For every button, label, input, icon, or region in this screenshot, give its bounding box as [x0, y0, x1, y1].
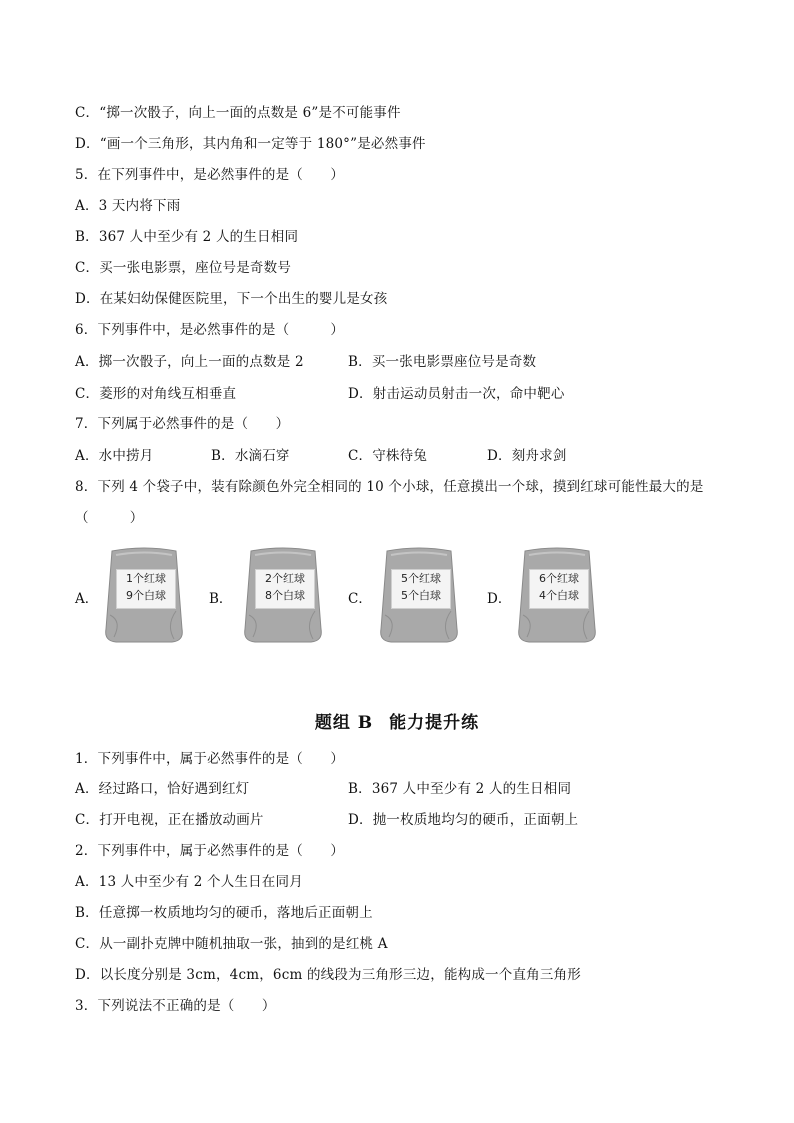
bag-label [255, 569, 315, 609]
q7-option-d: D．刻舟求剑 [487, 448, 567, 464]
b1-option-a: A．经过路口，恰好遇到红灯 [75, 781, 250, 797]
bag-label [391, 569, 451, 609]
bag-label-line2: 5个白球 [401, 589, 441, 602]
q5-option-c: C．买一张电影票，座位号是奇数号 [75, 260, 292, 276]
bag-image-b [241, 545, 325, 645]
q8-option-d-letter: D． [487, 591, 512, 607]
bag-label-line1: 5个红球 [401, 572, 441, 585]
b-question-2: 2．下列事件中，属于必然事件的是（ ） [75, 843, 345, 859]
question-6: 6．下列事件中，是必然事件的是（ ） [75, 322, 345, 338]
bag-image-a [102, 545, 186, 645]
question-5: 5．在下列事件中，是必然事件的是（ ） [75, 167, 345, 183]
b2-option-d: D．以长度分别是 3cm，4cm，6cm 的线段为三角形三边，能构成一个直角三角形 [75, 967, 581, 983]
q7-option-c: C．守株待兔 [348, 448, 428, 464]
bag-label-line2: 9个白球 [126, 589, 166, 602]
q8-option-b-letter: B． [209, 591, 233, 607]
question-8: 8．下列 4 个袋子中，装有除颜色外完全相同的 10 个小球，任意摸出一个球，摸到红球可能性最大的是 [75, 479, 704, 495]
bag-label [116, 569, 176, 609]
bag-label [529, 569, 589, 609]
b1-option-d: D．抛一枚质地均匀的硬币，正面朝上 [348, 812, 579, 828]
bag-label-line1: 1个红球 [126, 572, 166, 585]
bag-image-d [515, 545, 599, 645]
q8-option-c-letter: C． [348, 591, 372, 607]
b2-option-b: B．任意掷一枚质地均匀的硬币，落地后正面朝上 [75, 905, 373, 921]
bag-label-line2: 8个白球 [265, 589, 305, 602]
q5-option-a: A．3 天内将下雨 [75, 198, 181, 214]
bag-image-c [377, 545, 461, 645]
q6-option-c: C．菱形的对角线互相垂直 [75, 386, 237, 402]
bag-label-line2: 4个白球 [539, 589, 579, 602]
b-question-3: 3．下列说法不正确的是（ ） [75, 998, 276, 1014]
section-heading [0, 708, 794, 733]
b1-option-c: C．打开电视，正在播放动画片 [75, 812, 264, 828]
q5-option-b: B．367 人中至少有 2 人的生日相同 [75, 229, 299, 245]
q5-option-d: D．在某妇幼保健医院里，下一个出生的婴儿是女孩 [75, 291, 388, 307]
b1-option-b: B．367 人中至少有 2 人的生日相同 [348, 781, 572, 797]
q6-option-d: D．射击运动员射击一次，命中靶心 [348, 386, 565, 402]
bag-label-line1: 6个红球 [539, 572, 579, 585]
section-label: 题组 B [314, 713, 374, 733]
question-7: 7．下列属于必然事件的是（ ） [75, 416, 290, 432]
q6-option-a: A．掷一次骰子，向上一面的点数是 2 [75, 354, 304, 370]
b2-option-a: A．13 人中至少有 2 个人生日在同月 [75, 874, 303, 890]
q4-option-c: C．“掷一次骰子，向上一面的点数是 6”是不可能事件 [75, 105, 401, 121]
section-title-text: 能力提升练 [389, 713, 480, 733]
bag-label-line1: 2个红球 [265, 572, 305, 585]
question-8-paren: （ ） [75, 510, 144, 526]
b2-option-c: C．从一副扑克牌中随机抽取一张，抽到的是红桃 A [75, 936, 388, 952]
q7-option-a: A．水中捞月 [75, 448, 154, 464]
q4-option-d: D．“画一个三角形，其内角和一定等于 180°”是必然事件 [75, 136, 426, 152]
q6-option-b: B．买一张电影票座位号是奇数 [348, 354, 537, 370]
q8-option-a-letter: A． [75, 591, 99, 607]
b-question-1: 1．下列事件中，属于必然事件的是（ ） [75, 751, 345, 767]
q7-option-b: B．水滴石穿 [211, 448, 290, 464]
